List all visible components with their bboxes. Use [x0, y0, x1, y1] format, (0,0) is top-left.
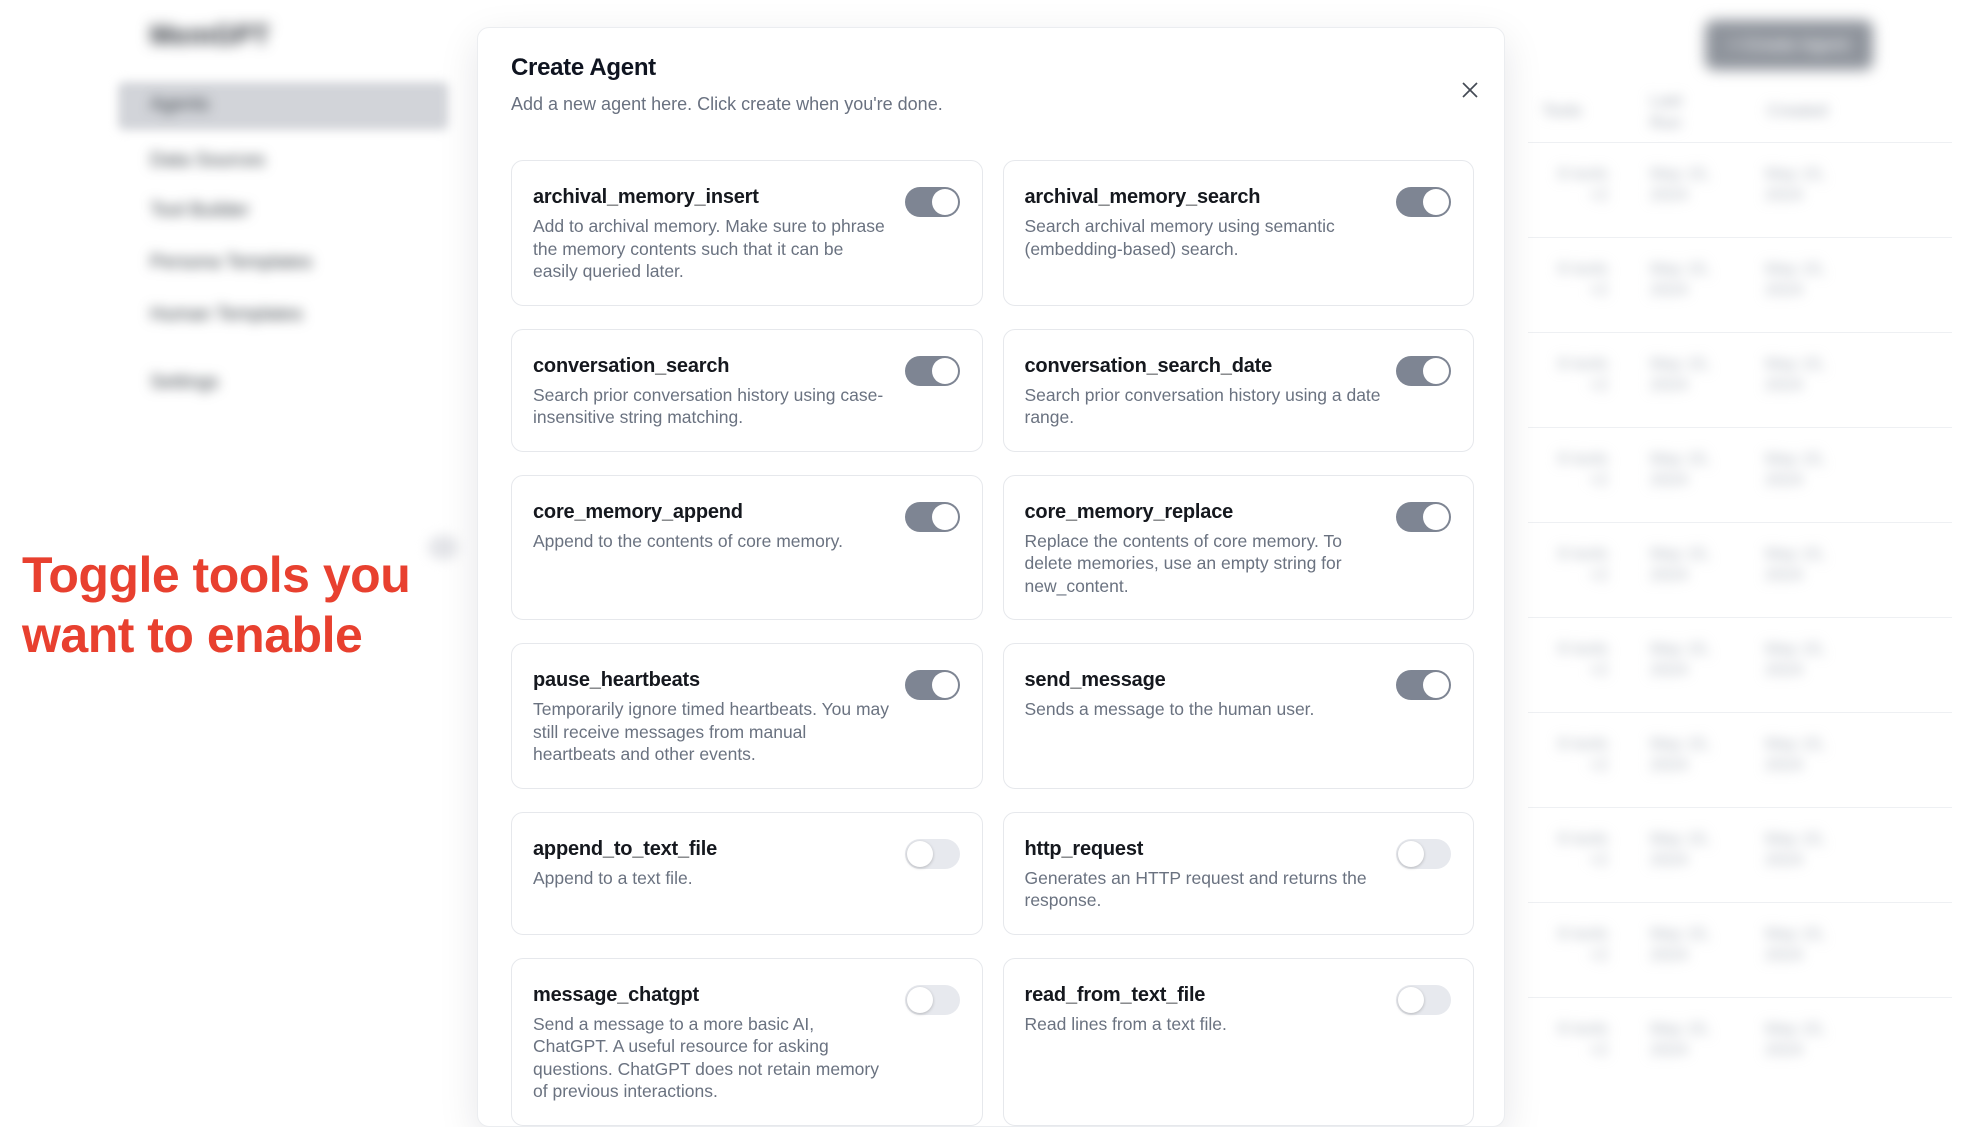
tool-card-text — [533, 668, 905, 766]
tool-card-text — [1025, 983, 1397, 1036]
annotation-line-1: Toggle tools you — [22, 547, 411, 603]
toggle-knob — [907, 841, 933, 867]
cell-tools: 8 tools +2 — [1557, 829, 1608, 869]
cell-tools: 8 tools +2 — [1557, 354, 1608, 394]
cell-last-run: May 15, 2024 — [1650, 259, 1711, 299]
dialog-title: Create Agent — [511, 54, 656, 81]
cell-created: May 15, 2024 — [1765, 354, 1826, 394]
cell-tools: 8 tools +2 — [1557, 639, 1608, 679]
cell-created: May 15, 2024 — [1765, 734, 1826, 774]
cell-last-run: May 15, 2024 — [1650, 354, 1711, 394]
table-row-separator — [1528, 617, 1952, 618]
cell-created: May 15, 2024 — [1765, 164, 1826, 204]
cell-last-run: May 15, 2024 — [1650, 164, 1711, 204]
cell-created: May 15, 2024 — [1765, 639, 1826, 679]
memgpt-logo: MemGPT — [150, 20, 271, 50]
toggle-knob — [1423, 189, 1449, 215]
cell-tools: 8 tools +2 — [1557, 924, 1608, 964]
cell-last-run: May 15, 2024 — [1650, 924, 1711, 964]
table-row-separator — [1528, 332, 1952, 333]
tool-description: Search prior conversation history using case-insensitive string matching. — [533, 384, 884, 427]
tool-name: pause_heartbeats — [533, 669, 700, 691]
table-row-separator — [1528, 522, 1952, 523]
tool-name: message_chatgpt — [533, 983, 699, 1006]
toggle-knob — [932, 358, 958, 384]
tool-description: Send a message to a more basic AI, ChatGPT. A useful resource for asking questions. ChatGPT does not retain memory of previous interactions. — [533, 1013, 879, 1101]
tool-name: read_from_text_file — [1024, 983, 1206, 1006]
tool-card-conversation_search_date — [1003, 329, 1475, 452]
table-header-tools: Tools — [1542, 101, 1582, 120]
cell-tools: 8 tools +2 — [1557, 164, 1608, 204]
toggle-knob — [1398, 841, 1424, 867]
tool-name: archival_memory_search — [1024, 186, 1261, 208]
tool-card-text — [1025, 185, 1397, 260]
tool-card-text — [533, 185, 905, 283]
cell-last-run: May 15, 2024 — [1650, 734, 1711, 774]
tool-name: archival_memory_insert — [533, 186, 759, 208]
tool-card-core_memory_replace — [1003, 475, 1475, 621]
toggle-knob — [932, 504, 958, 530]
tool-card-send_message — [1003, 643, 1475, 789]
sidebar-item-human-templates[interactable]: Human Templates — [150, 304, 303, 325]
table-row-separator — [1528, 712, 1952, 713]
tool-name: core_memory_append — [533, 500, 743, 523]
tool-card-message_chatgpt — [511, 958, 983, 1126]
create-agent-button-label: + Create Agent — [1729, 35, 1849, 54]
tool-description: Add to archival memory. Make sure to phrase the memory contents such that it can be easily queried later. — [533, 216, 885, 281]
cell-tools: 8 tools +2 — [1557, 544, 1608, 584]
tool-toggle-core_memory_append-on[interactable] — [905, 502, 960, 532]
tool-description: Replace the contents of core memory. To delete memories, use an empty string for new_content. — [1024, 530, 1342, 596]
table-row-separator — [1528, 997, 1952, 998]
tool-card-read_from_text_file — [1003, 958, 1475, 1126]
tool-toggle-pause_heartbeats-on[interactable] — [905, 670, 960, 700]
tool-description: Generates an HTTP request and returns the response. — [1024, 867, 1367, 910]
cell-last-run: May 15, 2024 — [1650, 544, 1711, 584]
tool-description: Read lines from a text file. — [1024, 1013, 1227, 1034]
tool-card-text — [533, 837, 905, 890]
toggle-knob — [1423, 672, 1449, 698]
tool-toggle-http_request-off[interactable] — [1396, 839, 1451, 869]
tool-toggle-conversation_search-on[interactable] — [905, 356, 960, 386]
sidebar-item-tool-builder[interactable]: Tool Builder — [150, 200, 250, 221]
toggle-knob — [1398, 987, 1424, 1013]
table-row-separator — [1528, 427, 1952, 428]
toggle-knob — [932, 189, 958, 215]
tool-toggle-archival_memory_insert-on[interactable] — [905, 187, 960, 217]
table-row-separator — [1528, 237, 1952, 238]
toggle-knob — [1423, 504, 1449, 530]
tool-card-text — [1025, 354, 1397, 429]
cell-last-run: May 15, 2024 — [1650, 829, 1711, 869]
tool-name: http_request — [1024, 837, 1144, 860]
tool-card-append_to_text_file — [511, 812, 983, 935]
table-row-separator — [1528, 902, 1952, 903]
cell-tools: 8 tools +2 — [1557, 449, 1608, 489]
tool-toggle-send_message-on[interactable] — [1396, 670, 1451, 700]
toggle-knob — [907, 987, 933, 1013]
tool-card-archival_memory_search — [1003, 160, 1475, 306]
cell-created: May 15, 2024 — [1765, 259, 1826, 299]
cell-created: May 15, 2024 — [1765, 829, 1826, 869]
table-row-separator — [1528, 142, 1952, 143]
blurred-background-artifact — [428, 535, 458, 560]
sidebar-item-agents[interactable]: Agents — [150, 94, 210, 115]
tool-description: Append to the contents of core memory. — [533, 530, 843, 551]
tool-description: Sends a message to the human user. — [1024, 699, 1315, 719]
tool-toggle-read_from_text_file-off[interactable] — [1396, 985, 1451, 1015]
tool-description: Search prior conversation history using a date range. — [1024, 384, 1381, 427]
tool-toggle-message_chatgpt-off[interactable] — [905, 985, 960, 1015]
tool-name: conversation_search_date — [1024, 354, 1273, 377]
tool-name: conversation_search — [533, 354, 730, 377]
annotation-text — [22, 545, 410, 665]
cell-tools: 8 tools +2 — [1557, 1019, 1608, 1059]
cell-created: May 15, 2024 — [1765, 924, 1826, 964]
sidebar-item-persona-templates[interactable]: Persona Templates — [150, 252, 313, 273]
tool-name: core_memory_replace — [1024, 500, 1234, 523]
sidebar-item-data-sources[interactable]: Data Sources — [150, 150, 266, 171]
tool-card-text — [533, 983, 905, 1103]
tool-card-text — [1025, 500, 1397, 598]
cell-last-run: May 15, 2024 — [1650, 639, 1711, 679]
table-row-separator — [1528, 807, 1952, 808]
tools-grid — [511, 160, 1474, 1126]
tool-card-text — [533, 500, 905, 553]
cell-tools: 8 tools +2 — [1557, 734, 1608, 774]
tool-toggle-archival_memory_search-on[interactable] — [1396, 187, 1451, 217]
toggle-knob — [932, 672, 958, 698]
sidebar-item-settings[interactable]: Settings — [150, 372, 219, 393]
cell-created: May 15, 2024 — [1765, 1019, 1826, 1059]
tool-name: send_message — [1024, 669, 1166, 691]
close-icon[interactable] — [1458, 78, 1482, 102]
tool-card-text — [533, 354, 905, 429]
tool-description: Temporarily ignore timed heartbeats. You may still receive messages from manual heartbeats and other events. — [533, 699, 890, 764]
tool-card-pause_heartbeats — [511, 643, 983, 789]
create-agent-dialog — [477, 27, 1505, 1127]
cell-created: May 15, 2024 — [1765, 544, 1826, 584]
dialog-subtitle: Add a new agent here. Click create when you're done. — [511, 94, 943, 114]
table-header-created: Created — [1767, 101, 1828, 120]
cell-created: May 15, 2024 — [1765, 449, 1826, 489]
annotation-line-2: want to enable — [22, 607, 363, 663]
tool-card-text — [1025, 837, 1397, 912]
toggle-knob — [1423, 358, 1449, 384]
cell-last-run: May 15, 2024 — [1650, 449, 1711, 489]
tool-description: Append to a text file. — [533, 867, 693, 888]
cell-last-run: May 15, 2024 — [1650, 1019, 1711, 1059]
tool-card-core_memory_append — [511, 475, 983, 621]
create-agent-button[interactable] — [1705, 20, 1873, 70]
tool-card-http_request — [1003, 812, 1475, 935]
tool-card-conversation_search — [511, 329, 983, 452]
table-header-last-run: Last Run — [1650, 91, 1683, 132]
cell-tools: 8 tools +2 — [1557, 259, 1608, 299]
tool-card-text — [1025, 668, 1397, 721]
tool-card-archival_memory_insert — [511, 160, 983, 306]
tool-toggle-append_to_text_file-off[interactable] — [905, 839, 960, 869]
tool-description: Search archival memory using semantic (embedding-based) search. — [1024, 216, 1335, 259]
x-icon — [1460, 80, 1480, 100]
tool-toggle-conversation_search_date-on[interactable] — [1396, 356, 1451, 386]
tool-name: append_to_text_file — [533, 837, 718, 860]
tool-toggle-core_memory_replace-on[interactable] — [1396, 502, 1451, 532]
